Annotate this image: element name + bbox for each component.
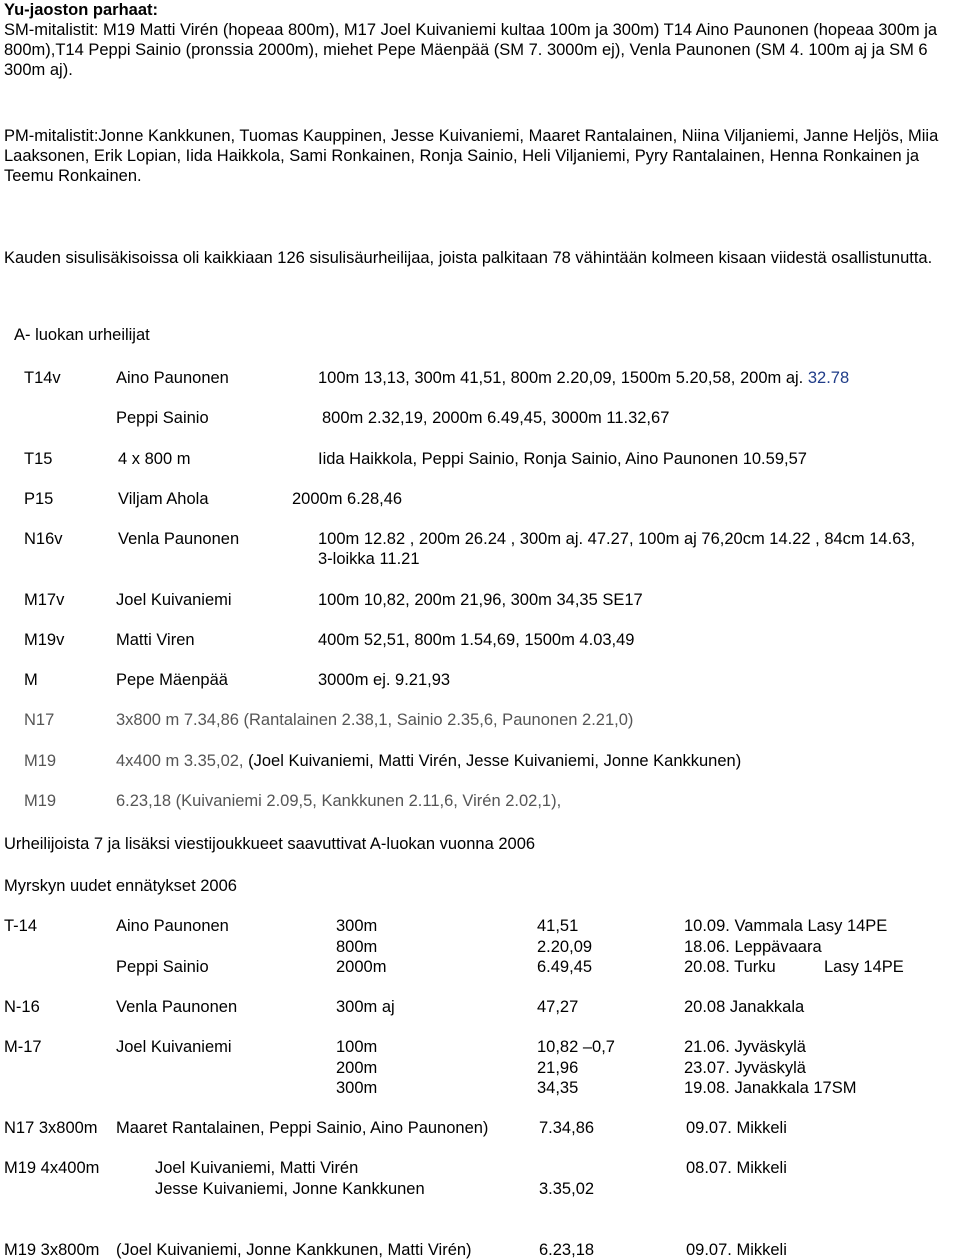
- class-label: T-14: [4, 917, 38, 935]
- result: 3.35,02: [539, 1180, 595, 1198]
- season-summary-text: Kauden sisulisäkisoissa oli kaikkiaan 126 sisulisäurheilijaa, joista palkitaan 78 vähintään kolmeen kisaan viidestä osallistunutta.: [4, 249, 933, 267]
- athlete-name: Pepe Mäenpää: [116, 671, 228, 689]
- date-place: 21.06. Jyväskylä: [684, 1038, 806, 1056]
- event: 300m: [336, 1079, 378, 1097]
- date-place: 09.07. Mikkeli: [686, 1119, 787, 1137]
- event: 200m: [336, 1059, 378, 1077]
- relay-results: 3x800 m 7.34,86 (Rantalainen 2.38,1, Sainio 2.35,6, Paunonen 2.21,0): [116, 711, 634, 729]
- relay-names: (Joel Kuivaniemi, Jonne Kankkunen, Matti Virén): [116, 1241, 472, 1259]
- result: 21,96: [537, 1059, 579, 1077]
- relay-label: M19 4x400m: [4, 1159, 100, 1177]
- relay-names: Jesse Kuivaniemi, Jonne Kankkunen: [155, 1180, 425, 1198]
- athlete-name: Aino Paunonen: [116, 369, 229, 387]
- date-place: 20.08 Janakkala: [684, 998, 805, 1016]
- results: 100m 10,82, 200m 21,96, 300m 34,35 SE17: [318, 591, 643, 609]
- athlete-name: Aino Paunonen: [116, 917, 229, 935]
- athlete-name: Peppi Sainio: [116, 409, 209, 427]
- relay-label: N17 3x800m: [4, 1119, 98, 1137]
- results: 2000m 6.28,46: [292, 490, 403, 508]
- class-label: M19: [24, 792, 57, 810]
- relay-results: 6.23,18 (Kuivaniemi 2.09,5, Kankkunen 2.11,6, Virén 2.02,1),: [116, 792, 562, 810]
- pm-medalists-text: PM-mitalistit:Jonne Kankkunen, Tuomas Kauppinen, Jesse Kuivaniemi, Maaret Rantalainen, Niina Viljaniemi, Janne Heljös, Miia Laaksonen, Erik Lopian, Iida Haikkola, Sami Ronkainen, Ronja Sainio, Heli Viljaniemi, Pyry Rantalainen, Henna Ronkainen ja Teemu Ronkainen.: [4, 127, 939, 185]
- date-place: 08.07. Mikkeli: [686, 1159, 787, 1177]
- class-label: N17: [24, 711, 55, 729]
- class-label: P15: [24, 490, 54, 508]
- class-label: M19v: [24, 631, 65, 649]
- class-label: N-16: [4, 998, 40, 1016]
- section-heading: Yu-jaoston parhaat:: [4, 1, 159, 19]
- summary-text: Urheilijoista 7 ja lisäksi viestijoukkueet saavuttivat A-luokan vuonna 2006: [4, 835, 536, 853]
- results: 400m 52,51, 800m 1.54,69, 1500m 4.03,49: [318, 631, 635, 649]
- athlete-name: Matti Viren: [116, 631, 195, 649]
- class-label: M17v: [24, 591, 65, 609]
- athlete-name: Peppi Sainio: [116, 958, 209, 976]
- athlete-name: Venla Paunonen: [116, 998, 238, 1016]
- relay-names: Maaret Rantalainen, Peppi Sainio, Aino Paunonen): [116, 1119, 489, 1137]
- result: 6.49,45: [537, 958, 593, 976]
- relay-label: M19 3x800m: [4, 1241, 100, 1259]
- results: Iida Haikkola, Peppi Sainio, Ronja Sainio, Aino Paunonen 10.59,57: [318, 450, 807, 468]
- date-place: 09.07. Mikkeli: [686, 1241, 787, 1259]
- date-place: 10.09. Vammala Lasy 14PE: [684, 917, 888, 935]
- result: 10,82 –0,7: [537, 1038, 615, 1056]
- a-class-heading: A- luokan urheilijat: [14, 326, 150, 344]
- results: 100m 12.82 , 200m 26.24 , 300m aj. 47.27, 100m aj 76,20cm 14.22 , 84cm 14.63,: [318, 530, 916, 548]
- records-heading: Myrskyn uudet ennätykset 2006: [4, 877, 237, 895]
- class-label: N16v: [24, 530, 63, 548]
- results: 100m 13,13, 300m 41,51, 800m 2.20,09, 1500m 5.20,58, 200m aj. 32.78: [318, 369, 850, 387]
- class-label: M-17: [4, 1038, 42, 1056]
- class-label: T14v: [24, 369, 61, 387]
- athlete-name: Joel Kuivaniemi: [116, 1038, 232, 1056]
- result: 47,27: [537, 998, 579, 1016]
- results-continued: 3-loikka 11.21: [318, 550, 420, 568]
- date-place: 23.07. Jyväskylä: [684, 1059, 806, 1077]
- event: 800m: [336, 938, 378, 956]
- class-label: T15: [24, 450, 53, 468]
- date-place: 19.08. Janakkala 17SM: [684, 1079, 857, 1097]
- event-name: 4 x 800 m: [118, 450, 191, 468]
- note: Lasy 14PE: [824, 958, 904, 976]
- results: 800m 2.32,19, 2000m 6.49,45, 3000m 11.32,67: [322, 409, 670, 427]
- result: 34,35: [537, 1079, 579, 1097]
- results: 3000m ej. 9.21,93: [318, 671, 451, 689]
- relay-names: Joel Kuivaniemi, Matti Virén: [155, 1159, 359, 1177]
- result: 7.34,86: [539, 1119, 595, 1137]
- relay-results: 4x400 m 3.35,02, (Joel Kuivaniemi, Matti Virén, Jesse Kuivaniemi, Jonne Kankkunen): [116, 752, 742, 770]
- event: 300m: [336, 917, 378, 935]
- sm-medalists-text: SM-mitalistit: M19 Matti Virén (hopeaa 800m), M17 Joel Kuivaniemi kultaa 100m ja 300m) T14 Aino Paunonen (hopeaa 300m ja 800m),T14 Peppi Sainio (pronssia 2000m), miehet Pepe Mäenpää (SM 7. 3000m ej), Venla Paunonen (SM 4. 100m aj ja SM 6 300m aj).: [4, 21, 938, 79]
- result: 41,51: [537, 917, 579, 935]
- result: 2.20,09: [537, 938, 593, 956]
- date-place: 18.06. Leppävaara: [684, 938, 822, 956]
- class-label: M: [24, 671, 38, 689]
- result: 6.23,18: [539, 1241, 595, 1259]
- event: 2000m: [336, 958, 387, 976]
- event: 300m aj: [336, 998, 395, 1016]
- athlete-name: Joel Kuivaniemi: [116, 591, 232, 609]
- athlete-name: Venla Paunonen: [118, 530, 240, 548]
- athlete-name: Viljam Ahola: [118, 490, 209, 508]
- date-place: 20.08. Turku: [684, 958, 776, 976]
- event: 100m: [336, 1038, 378, 1056]
- class-label: M19: [24, 752, 57, 770]
